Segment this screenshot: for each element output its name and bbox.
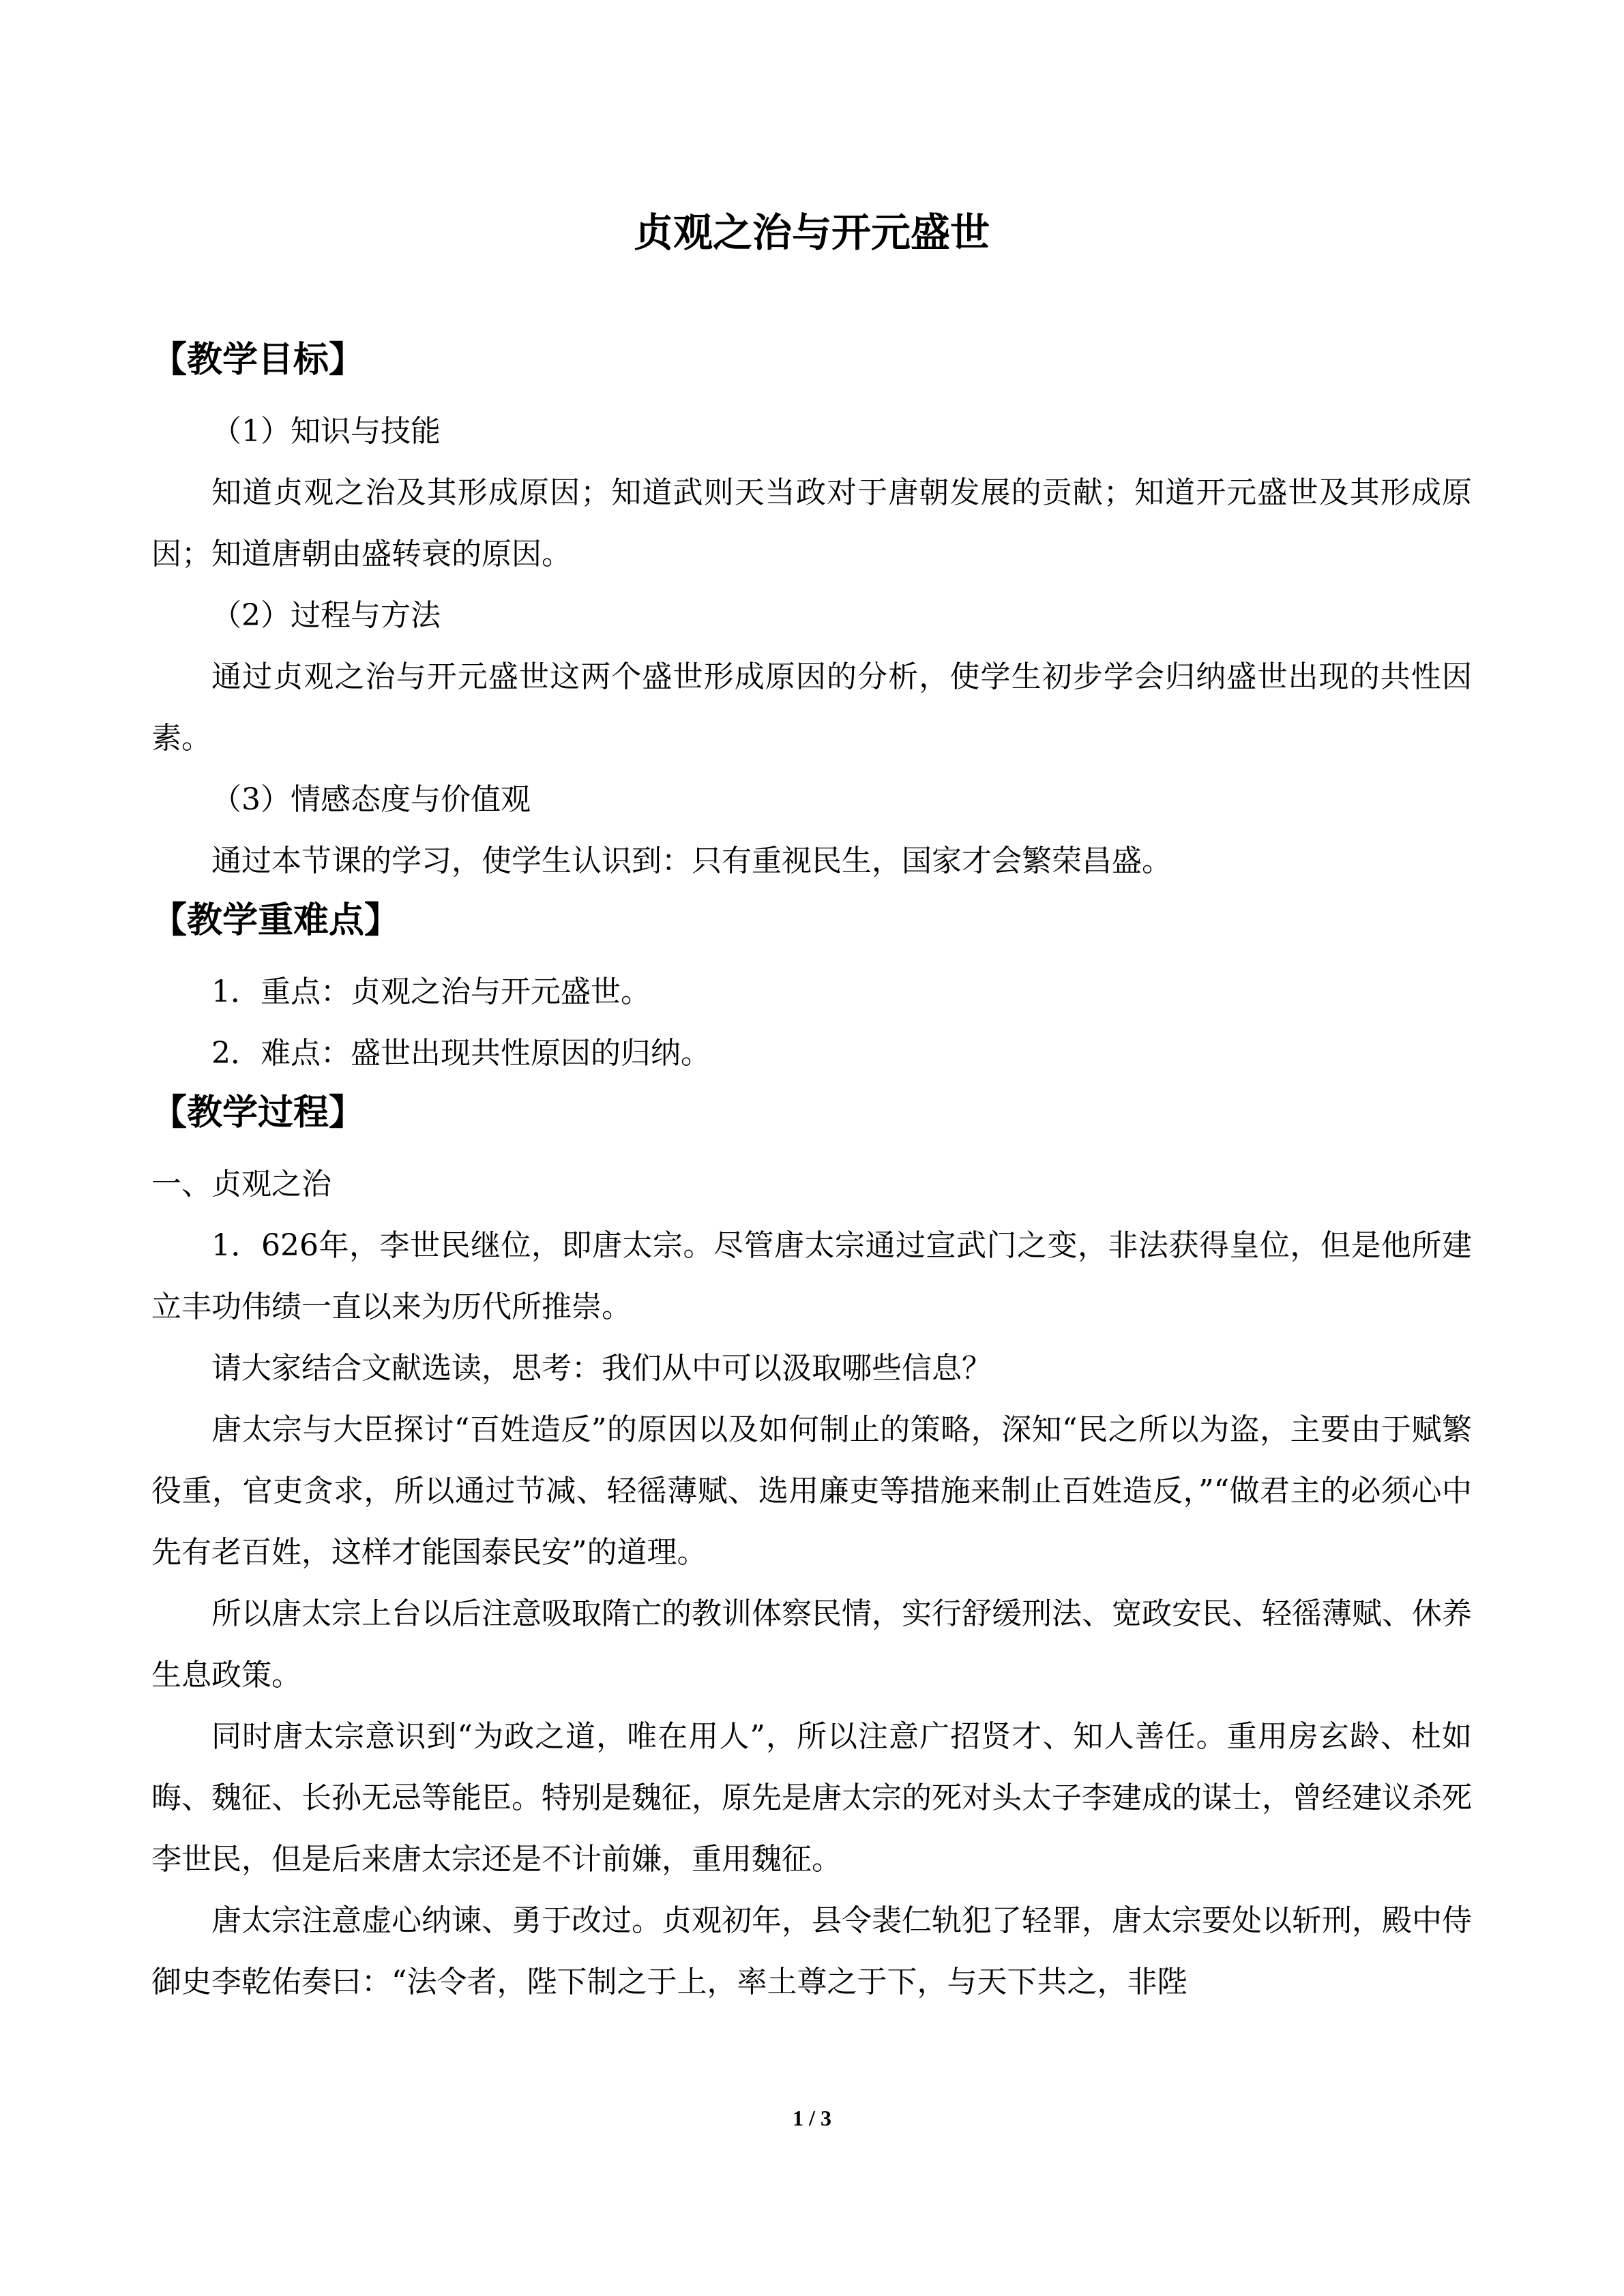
objective-item-3: （2）过程与方法: [211, 598, 441, 633]
process-paragraph-4: 所以唐太宗上台以后注意吸取隋亡的教训体察民情，实行舒缓刑法、宽政安民、轻徭薄赋、休养生息政策。: [151, 1596, 1472, 1693]
process-paragraph-5: 同时唐太宗意识到“为政之道，唯在用人”，所以注意广招贤才、知人善任。重用房玄龄、杜如晦、魏征、长孙无忌等能臣。特别是魏征，原先是唐太宗的死对头太子李建成的谋士，曾经建议杀死李世民，但是后来唐太宗还是不计前嫌，重用魏征。: [151, 1719, 1472, 1877]
objective-item-4: 通过贞观之治与开元盛世这两个盛世形成原因的分析，使学生初步学会归纳盛世出现的共性因素。: [151, 659, 1472, 756]
section-heading-key-points: 【教学重难点】: [151, 899, 400, 941]
objective-item-5: （3）情感态度与价值观: [211, 782, 531, 817]
section-heading-process: 【教学过程】: [151, 1092, 365, 1133]
objective-item-2: 知道贞观之治及其形成原因；知道武则天当政对于唐朝发展的贡献；知道开元盛世及其形成原因；知道唐朝由盛转衰的原因。: [151, 475, 1472, 571]
process-paragraph-1: 1．626年，李世民继位，即唐太宗。尽管唐太宗通过宣武门之变，非法获得皇位，但是他所建立丰功伟绩一直以来为历代所推崇。: [151, 1228, 1472, 1324]
process-paragraph-3: 唐太宗与大臣探讨“百姓造反”的原因以及如何制止的策略，深知“民之所以为盗，主要由于赋繁役重，官吏贪求，所以通过节减、轻徭薄赋、选用廉吏等措施来制止百姓造反，”“做君主的必须心中先有老百姓，这样才能国泰民安”的道理。: [151, 1412, 1472, 1570]
document-title: 贞观之治与开元盛世: [633, 209, 990, 256]
objective-item-1: （1）知识与技能: [211, 414, 441, 449]
process-subheading: 一、贞观之治: [151, 1167, 331, 1202]
page-number: 1 / 3: [793, 2106, 831, 2130]
process-paragraph-6: 唐太宗注意虚心纳谏、勇于改过。贞观初年，县令裴仁轨犯了轻罪，唐太宗要处以斩刑，殿中侍御史李乾佑奏曰：“法令者，陛下制之于上，率土尊之于下，与天下共之，非陛: [151, 1903, 1472, 1999]
section-heading-objectives: 【教学目标】: [151, 339, 365, 381]
key-point-item-1: 1．重点：贞观之治与开元盛世。: [211, 974, 651, 1009]
key-point-item-2: 2．难点：盛世出现共性原因的归纳。: [211, 1036, 711, 1071]
section-process: [151, 1084, 1472, 2013]
process-paragraph-2: 请大家结合文献选读，思考：我们从中可以汲取哪些信息？: [211, 1351, 992, 1386]
objective-item-6: 通过本节课的学习，使学生认识到：只有重视民生，国家才会繁荣昌盛。: [211, 844, 1172, 878]
document-content: [151, 205, 1472, 2013]
section-objectives: [151, 331, 1472, 892]
section-key-points: [151, 892, 1472, 1084]
